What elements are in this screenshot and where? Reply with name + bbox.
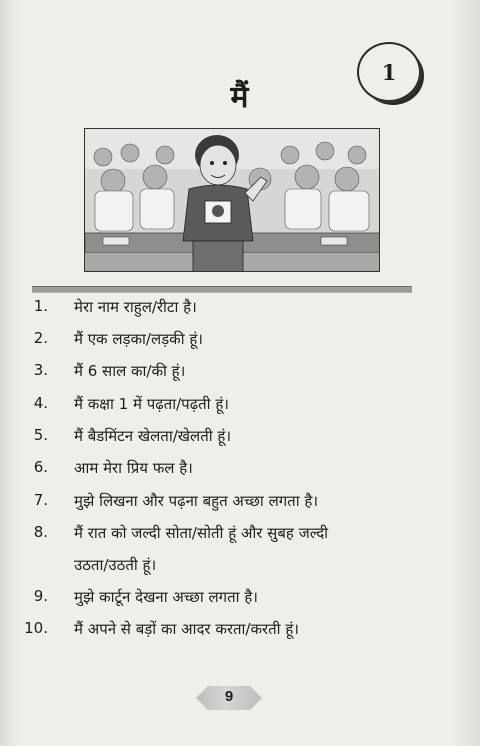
lesson-number: 1 [381, 59, 397, 85]
item-number: 1. [33, 297, 48, 315]
item-number: 7. [33, 491, 48, 509]
item-text: आम मेरा प्रिय फल है। [74, 459, 193, 477]
list-item [0, 523, 480, 553]
list-item [0, 394, 480, 424]
list-item [0, 329, 480, 359]
item-number: 10. [24, 619, 48, 637]
list-item [0, 426, 480, 456]
item-text: उठता/उठती हूं। [74, 556, 157, 574]
list-item [0, 619, 480, 649]
item-number: 8. [33, 523, 48, 541]
item-number: 5. [33, 426, 48, 444]
item-number: 3. [33, 361, 48, 379]
item-text: मुझे लिखना और पढ़ना बहुत अच्छा लगता है। [74, 492, 319, 510]
item-text: मैं एक लड़का/लड़की हूं। [74, 330, 203, 348]
item-text: मैं बैडमिंटन खेलता/खेलती हूं। [74, 427, 232, 445]
list-item-continuation [0, 555, 480, 585]
item-text: मैं 6 साल का/की हूं। [74, 362, 186, 380]
classroom-drawing [85, 129, 380, 272]
item-number: 4. [33, 394, 48, 412]
item-text: मुझे कार्टून देखना अच्छा लगता है। [74, 588, 258, 606]
list-item [0, 458, 480, 488]
section-divider [32, 286, 412, 293]
item-text: मैं रात को जल्दी सोता/सोती हूं और सुबह जल्दी [74, 524, 329, 542]
item-text: मेरा नाम राहुल/रीटा है। [74, 298, 197, 316]
list-item [0, 491, 480, 521]
item-text: मैं कक्षा 1 में पढ़ता/पढ़ती हूं। [74, 395, 229, 413]
item-number: 2. [33, 329, 48, 347]
list-item [0, 361, 480, 391]
list-item [0, 587, 480, 617]
item-number: 9. [33, 587, 48, 605]
classroom-illustration [84, 128, 380, 272]
list-item [0, 297, 480, 327]
item-number: 6. [33, 458, 48, 476]
page-number: 9 [224, 688, 234, 705]
chapter-title: मैं [230, 80, 250, 115]
item-text: मैं अपने से बड़ों का आदर करता/करती हूं। [74, 620, 299, 638]
